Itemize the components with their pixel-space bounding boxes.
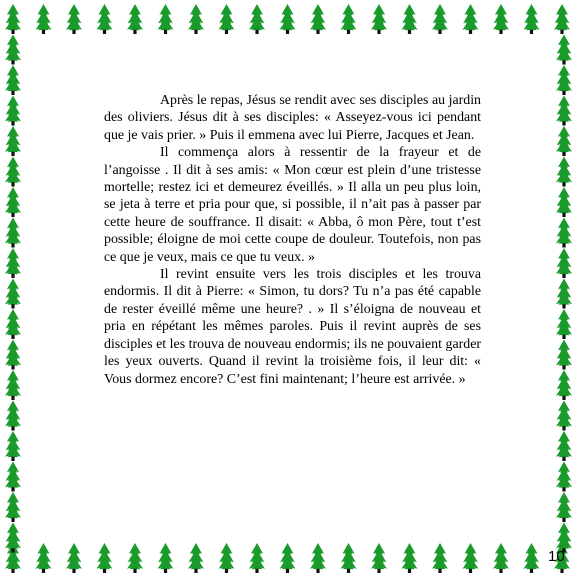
pine-tree-icon (280, 4, 296, 34)
pine-tree-icon (188, 4, 204, 34)
pine-tree-icon (371, 4, 387, 34)
pine-tree-icon (493, 543, 509, 573)
pine-tree-icon (97, 4, 113, 34)
pine-tree-icon (432, 543, 448, 573)
pine-tree-icon (5, 126, 21, 156)
pine-tree-icon (524, 543, 540, 573)
pine-tree-icon (5, 65, 21, 95)
pine-tree-icon (341, 4, 357, 34)
pine-tree-icon (432, 4, 448, 34)
pine-tree-icon (402, 4, 418, 34)
pine-tree-icon (402, 543, 418, 573)
pine-tree-icon (556, 187, 572, 217)
pine-tree-icon (556, 462, 572, 492)
pine-tree-icon (556, 96, 572, 126)
pine-tree-icon (158, 543, 174, 573)
pine-tree-icon (249, 543, 265, 573)
pine-tree-icon (5, 35, 21, 65)
pine-tree-icon (5, 462, 21, 492)
pine-tree-icon (5, 4, 21, 34)
pine-tree-icon (5, 523, 21, 553)
story-text (104, 92, 481, 388)
pine-tree-icon (66, 4, 82, 34)
pine-tree-icon (556, 431, 572, 461)
pine-tree-icon (310, 4, 326, 34)
pine-tree-icon (556, 65, 572, 95)
pine-tree-icon (463, 4, 479, 34)
pine-tree-icon (127, 4, 143, 34)
paragraph-1: Après le repas, Jésus se rendit avec ses disciples au jardin des oliviers. Jésus dit à ses disciples: « Asseyez-vous ici pendant que je vais prier. » Puis il emmena avec lui Pierre, Jacques et Jean. (104, 93, 481, 143)
pine-tree-icon (5, 370, 21, 400)
paragraph-3: Il revint ensuite vers les trois disciples et les trouva endormis. Il dit à Pierre: « Simon, tu dors? Tu n’a pas été capable de rester éveillé même une heure? . » Il s’éloigna de nouveau et pria en répétant les mêmes paroles. Puis il revint auprès de ses disciples et les trouva de nouveau endormis; ils ne pouvaient garder les yeux ouverts. Quand il revint la troisième fois, il leur dit: « Vous dormez encore? C’est fini maintenant; l’heure est arrivée. » (104, 267, 481, 387)
pine-tree-icon (556, 309, 572, 339)
pine-tree-icon (341, 543, 357, 573)
pine-tree-icon (371, 543, 387, 573)
pine-tree-icon (5, 309, 21, 339)
pine-tree-icon (66, 543, 82, 573)
pine-tree-icon (556, 492, 572, 522)
pine-tree-icon (5, 96, 21, 126)
pine-tree-icon (556, 218, 572, 248)
pine-tree-icon (188, 543, 204, 573)
pine-tree-icon (5, 248, 21, 278)
pine-tree-icon (556, 370, 572, 400)
pine-tree-icon (493, 4, 509, 34)
pine-tree-icon (556, 35, 572, 65)
pine-tree-icon (158, 4, 174, 34)
pine-tree-icon (36, 543, 52, 573)
page-number: 10 (548, 548, 565, 565)
pine-tree-icon (554, 4, 570, 34)
pine-tree-icon (556, 340, 572, 370)
pine-tree-icon (5, 279, 21, 309)
pine-tree-icon (556, 248, 572, 278)
pine-tree-icon (5, 218, 21, 248)
pine-tree-icon (5, 340, 21, 370)
pine-tree-icon (310, 543, 326, 573)
paragraph-2: Il commença alors à ressentir de la frayeur et de l’angoisse . Il dit à ses amis: « Mon cœur est plein d’une tristesse mortelle; restez ici et demeurez éveillés. » Il alla un peu plus loin, se jeta à terre et pria pour que, si possible, il n’ait pas à passer par cette heure de souffrance. Il disait: « Abba, ô mon Père, tout t’est possible; éloigne de moi cette coupe de douleur. Toutefois, non pas ce que je veux, mais ce que tu veux. » (104, 145, 481, 265)
pine-tree-icon (280, 543, 296, 573)
pine-tree-icon (556, 126, 572, 156)
pine-tree-icon (5, 157, 21, 187)
pine-tree-icon (524, 4, 540, 34)
pine-tree-icon (5, 187, 21, 217)
pine-tree-icon (463, 543, 479, 573)
pine-tree-icon (5, 431, 21, 461)
pine-tree-icon (556, 401, 572, 431)
pine-tree-icon (556, 157, 572, 187)
pine-tree-icon (249, 4, 265, 34)
pine-tree-icon (5, 492, 21, 522)
pine-tree-icon (556, 279, 572, 309)
pine-tree-icon (5, 401, 21, 431)
pine-tree-icon (219, 543, 235, 573)
pine-tree-icon (219, 4, 235, 34)
pine-tree-icon (97, 543, 113, 573)
pine-tree-icon (36, 4, 52, 34)
pine-tree-icon (127, 543, 143, 573)
